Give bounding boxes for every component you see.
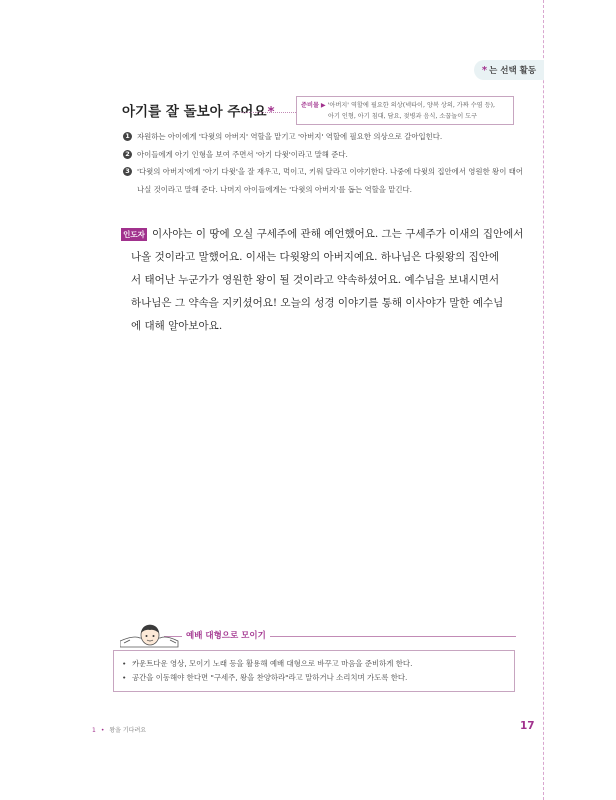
page-edge-dashed-line bbox=[543, 0, 544, 800]
section-title-text: 아기를 잘 돌보아 주어요 bbox=[122, 104, 267, 120]
worship-instructions-box bbox=[113, 650, 515, 692]
page-number: 17 bbox=[520, 720, 535, 732]
leader-script-line: 하나님은 그 약속을 지키셨어요! 오늘의 성경 이야기를 통해 이사야가 말한 예수님 bbox=[131, 297, 504, 309]
step-text: 아이들에게 아기 인형을 보여 주면서 '아기 다윗'이라고 말해 준다. bbox=[137, 149, 348, 159]
materials-line-1: '아버지' 역할에 필요한 의상(넥타이, 양복 상의, 가짜 수염 등), bbox=[327, 102, 495, 109]
step-number-badge: 3 bbox=[123, 167, 132, 176]
leader-script-line: 에 대해 알아보아요. bbox=[131, 320, 223, 332]
list-item: • 공간을 이동해야 한다면 "구세주, 왕을 찬양하라"라고 말하거나 소리치며 가도록 한다. bbox=[122, 671, 506, 685]
running-footer bbox=[92, 725, 146, 734]
worship-section-title: 예배 대형으로 모이기 bbox=[182, 629, 270, 641]
step-number-badge: 2 bbox=[123, 150, 132, 159]
step-item bbox=[123, 163, 523, 198]
triangle-right-icon: ▶ bbox=[320, 102, 326, 109]
materials-label: 준비물 bbox=[301, 102, 319, 109]
step-text: 자원하는 아이에게 '다윗의 아버지' 역할을 맡기고 '아버지' 역할에 필요한 의상으로 갈아입힌다. bbox=[137, 132, 443, 141]
chapter-title: 왕을 기다려요 bbox=[109, 727, 147, 734]
child-character-icon bbox=[120, 621, 180, 649]
leader-script-line: 나올 것이라고 말했어요. 이새는 다윗왕의 아버지예요. 하나님은 다윗왕의 집안에 bbox=[131, 251, 500, 263]
materials-line-2: 아기 인형, 아기 침대, 담요, 젖병과 음식, 소꿉놀이 도구 bbox=[328, 113, 478, 120]
section-title bbox=[122, 100, 275, 120]
badge-label: 는 선택 활동 bbox=[489, 66, 537, 76]
materials-box bbox=[296, 96, 514, 125]
worship-section-header bbox=[120, 621, 515, 649]
leader-label: 인도자 bbox=[121, 228, 147, 241]
star-icon: * bbox=[267, 104, 275, 120]
star-icon: * bbox=[481, 64, 488, 76]
step-item bbox=[123, 146, 523, 164]
optional-activity-badge bbox=[474, 60, 544, 80]
leader-script-line: 서 태어난 누군가가 영원한 왕이 될 것이라고 약속하셨어요. 예수님을 보내시면서 bbox=[131, 274, 500, 286]
step-text: '다윗의 아버지'에게 '아기 다윗'을 잘 재우고, 먹이고, 키워 달라고 이야기한다. 나중에 다윗의 집안에서 영원한 왕이 태어나실 것이라고 말해 준다. 나머지 아이들에게는 '다윗의 아버지'를 돕는 역할을 맡긴다. bbox=[137, 167, 523, 194]
title-leader-line bbox=[241, 112, 296, 113]
list-item: • 카운트다운 영상, 모이기 노래 등을 활용해 예배 대형으로 바꾸고 마음을 준비하게 한다. bbox=[122, 657, 506, 671]
step-number-badge: 1 bbox=[123, 132, 132, 141]
step-list bbox=[123, 128, 523, 198]
leader-script-line: 이사야는 이 땅에 오실 구세주에 관해 예언했어요. 그는 구세주가 이새의 집안에서 bbox=[152, 228, 524, 240]
step-item bbox=[123, 128, 523, 146]
footer-separator: • bbox=[100, 727, 105, 734]
chapter-number: 1 bbox=[92, 727, 96, 734]
